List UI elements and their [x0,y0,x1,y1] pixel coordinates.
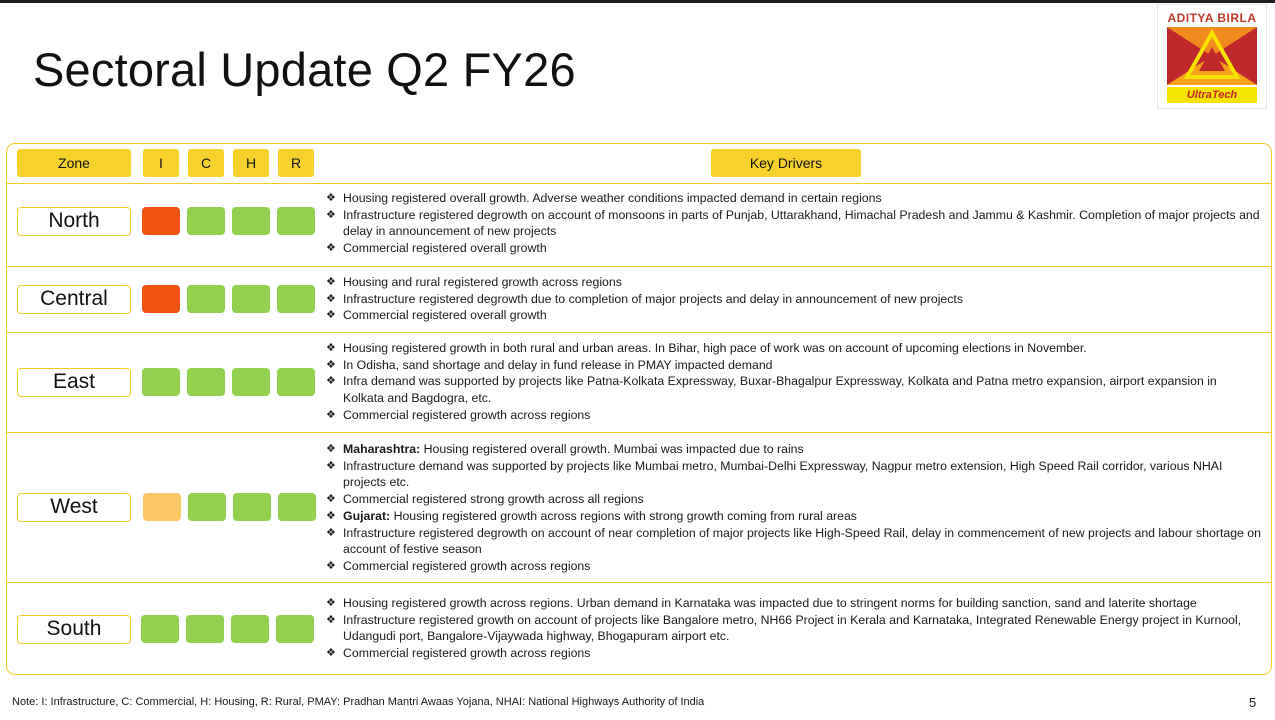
status-south-rural [276,615,314,643]
status-north-rural [277,207,315,235]
status-east-housing [232,368,270,396]
zone-label-north: North [17,207,131,236]
driver-item: ❖ Housing and rural registered growth across regions [326,274,1261,291]
logo-brand-text: ADITYA BIRLA [1167,11,1257,25]
status-central-rural [277,285,315,313]
status-west-infrastructure [143,493,181,521]
page-number: 5 [1249,695,1257,710]
driver-item: ❖ Commercial registered overall growth [326,307,1261,324]
col-header-commercial: C [188,149,224,177]
driver-item: ❖ Commercial registered strong growth across all regions [326,491,1261,508]
driver-item: ❖ Infrastructure demand was supported by projects like Mumbai metro, Mumbai-Delhi Expressway, Nagpur metro extension, High Speed Rail corridor, various NHAI projects etc. [326,458,1261,491]
footnote: Note: I: Infrastructure, C: Commercial, H: Housing, R: Rural, PMAY: Pradhan Mantri Awaas Yojana, NHAI: National Highways Authority of India [12,696,705,708]
status-north-housing [232,207,270,235]
driver-item: ❖ Commercial registered overall growth [326,240,1261,257]
status-west-housing [233,493,271,521]
row-divider [7,183,1271,184]
drivers-list-south [326,595,1261,662]
driver-item: ❖ Infra demand was supported by projects like Patna-Kolkata Expressway, Buxar-Bhagalpur Expressway, Kolkata and Patna metro expansion, airport expansion in Kolkata and Bagdogra, etc. [326,373,1261,406]
driver-item: ❖ Gujarat: Housing registered growth across regions with strong growth coming from rural areas [326,508,1261,525]
zone-label-central: Central [17,285,131,314]
zone-header: Zone [17,149,131,177]
drivers-list-east [326,340,1261,424]
drivers-list-central [326,274,1261,324]
col-header-infrastructure: I [143,149,179,177]
zone-label-south: South [17,615,131,644]
status-south-commercial [186,615,224,643]
status-west-rural [278,493,316,521]
drivers-list-west [326,441,1261,575]
status-west-commercial [188,493,226,521]
driver-item: ❖ Commercial registered growth across regions [326,407,1261,424]
row-divider [7,582,1271,583]
driver-item: ❖ Commercial registered growth across regions [326,645,1261,662]
status-east-rural [277,368,315,396]
status-central-commercial [187,285,225,313]
driver-item: ❖ Infrastructure registered degrowth due to completion of major projects and delay in announcement of new projects [326,291,1261,308]
driver-item: ❖ In Odisha, sand shortage and delay in fund release in PMAY impacted demand [326,357,1261,374]
status-south-infrastructure [141,615,179,643]
logo-emblem-icon [1167,27,1257,85]
company-logo [1157,4,1267,109]
status-central-housing [232,285,270,313]
driver-item: ❖ Housing registered overall growth. Adverse weather conditions impacted demand in certain regions [326,190,1261,207]
zone-label-east: East [17,368,131,397]
page-title: Sectoral Update Q2 FY26 [33,43,576,96]
status-north-commercial [187,207,225,235]
zone-label-west: West [17,493,131,522]
col-header-rural: R [278,149,314,177]
logo-product-text: UltraTech [1167,87,1257,103]
status-east-commercial [187,368,225,396]
status-south-housing [231,615,269,643]
drivers-list-north [326,190,1261,257]
row-divider [7,332,1271,333]
status-north-infrastructure [142,207,180,235]
driver-item: ❖ Infrastructure registered degrowth on account of monsoons in parts of Punjab, Uttarakhand, Himachal Pradesh and Jammu & Kashmir. Completion of major projects and delay in announcement of new projects [326,207,1261,240]
top-rule [0,0,1275,3]
col-header-housing: H [233,149,269,177]
status-central-infrastructure [142,285,180,313]
driver-item: ❖ Housing registered growth in both rural and urban areas. In Bihar, high pace of work was on account of upcoming elections in November. [326,340,1261,357]
driver-item: ❖ Infrastructure registered growth on account of projects like Bangalore metro, NH66 Project in Kerala and Karnataka, Integrated Renewable Energy project in Kurnool, Udangudi port, Bangalore-Vijaywada highway, Bhogapuram airport etc. [326,612,1261,645]
driver-item: ❖ Maharashtra: Housing registered overall growth. Mumbai was impacted due to rains [326,441,1261,458]
row-divider [7,266,1271,267]
driver-item: ❖ Infrastructure registered degrowth on account of near completion of major projects like High-Speed Rail, delay in commencement of new projects and labour shortage on account of festive season [326,525,1261,558]
row-divider [7,432,1271,433]
key-drivers-header: Key Drivers [711,149,861,177]
driver-item: ❖ Housing registered growth across regions. Urban demand in Karnataka was impacted due to stringent norms for building sanction, sand and laterite shortage [326,595,1261,612]
status-east-infrastructure [142,368,180,396]
driver-item: ❖ Commercial registered growth across regions [326,558,1261,575]
